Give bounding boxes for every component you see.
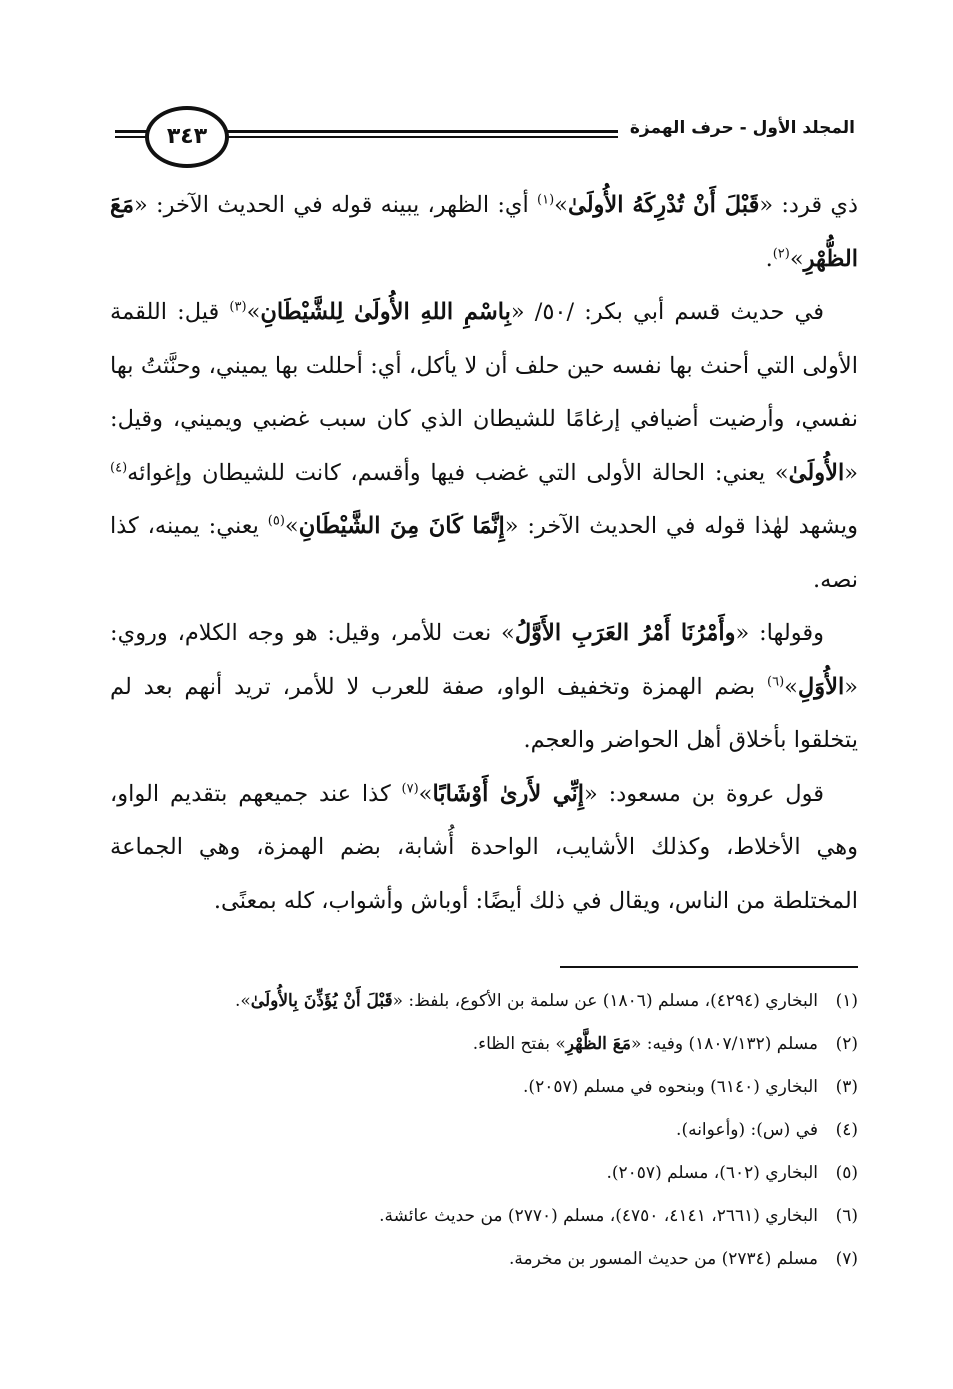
paragraph [110, 768, 858, 929]
quoted-phrase: الأُولَىٰ [788, 459, 845, 486]
paragraph [110, 286, 858, 607]
text-run: البخاري (٦٠٢)، مسلم (٢٠٥٧). [606, 1163, 818, 1183]
quoted-phrase: مَعَ الظَّهْرِ [565, 1034, 631, 1054]
footnote [110, 985, 858, 1017]
footnote-ref: (٤) [110, 460, 128, 475]
text-run: قيل: اللقمة الأولى التي أحنث بها نفسه حين حلف أن لا يأكل، أي: أحللت بها يميني، وحنَّثتُ بها نفسي، وأرضيت أضيافي إرغامًا للشيطان الذي كان سبب غضبي ويميني، وقيل: « [110, 299, 858, 486]
footnote-ref: (٧) [401, 781, 419, 796]
text-run: » [789, 245, 804, 272]
footnote-text [110, 1071, 818, 1103]
text-run: مسلم (٢٧٣٤) من حديث المسور بن مخرمة. [509, 1249, 818, 1269]
main-text [110, 179, 858, 928]
footnote-text [110, 1114, 818, 1146]
text-run: البخاري (٤٢٩٤)، مسلم (١٨٠٦) عن سلمة بن الأكوع، بلفظ: « [392, 991, 818, 1011]
text-run: في (س): (وأعوانه). [676, 1120, 818, 1140]
paragraph [110, 179, 858, 286]
footnote [110, 1114, 858, 1146]
footnote-ref: (٢) [772, 246, 790, 261]
quoted-phrase: قَبْلَ أَنْ تُدْرِكَهُ الأُولَىٰ [567, 192, 760, 218]
running-header [115, 103, 855, 167]
footnote-text [110, 1157, 818, 1189]
text-run: » [246, 299, 261, 325]
text-run: البخاري (٢٦٦١، ٤١٤١، ٤٧٥٠)، مسلم (٢٧٧٠) من حديث عائشة. [379, 1206, 818, 1226]
quoted-phrase: الأُوَلِ [797, 673, 845, 700]
text-run: مسلم (١٨٠٧/١٣٢) وفيه: « [630, 1034, 818, 1054]
footnote-ref: (٥) [267, 513, 285, 529]
text-run: ويشهد لهٰذا قوله في الحديث الآخر: « [504, 513, 858, 539]
text-run: » يعني: الحالة الأولى التي غضب فيها وأقسم، كانت للشيطان وإغوائه [127, 459, 789, 486]
footnote-number: (٤) [835, 1120, 858, 1140]
text-run: البخاري (٦١٤٠) وبنحوه في مسلم (٢٠٥٧). [523, 1077, 818, 1097]
footnote-text [110, 1028, 818, 1060]
footnote-number: (٢) [835, 1034, 858, 1054]
text-run: في حديث قسم أبي بكر: /٥٠/ « [510, 299, 825, 325]
quoted-phrase: مَعَ الظُّهْرِ [110, 192, 858, 272]
footnote-ref: (١) [537, 192, 555, 208]
page-number: ٣٤٣ [145, 106, 229, 168]
footnote [110, 1157, 858, 1189]
footnote [110, 1071, 858, 1103]
text-run: قول عروة بن مسعود: « [584, 780, 824, 807]
footnote-number: (٣) [835, 1077, 858, 1097]
text-run: » نعت للأمر، وقيل: هو وجه الكلام، وروي: « [110, 620, 858, 700]
text-run: وقولها: « [735, 620, 824, 646]
footnote-text [110, 1243, 818, 1275]
quoted-phrase: وأَمْرُنَا أَمْرُ العَرَبِ الأَوَّلُ [514, 620, 736, 646]
text-run: . [765, 245, 773, 272]
text-run: ». [234, 991, 251, 1011]
footnote-number: (١) [835, 991, 858, 1011]
text-run: » [554, 192, 568, 218]
text-run: » بفتح الظاء. [472, 1034, 566, 1054]
text-run: ذي قرد: « [759, 192, 858, 218]
text-run: أي: الظهر، يبينه قوله في الحديث الآخر: « [134, 192, 538, 218]
quoted-phrase: إِنِّي لأَرىٰ أَوْشَابًا [432, 780, 585, 807]
footnote [110, 1028, 858, 1060]
footnotes [110, 985, 858, 1286]
footnote-text [110, 985, 818, 1017]
text-run: بضم الهمزة وتخفيف الواو، صفة للعرب لا للأمر، تريد أنهم بعد لم يتخلقوا بأخلاق أهل الحواضر والعجم. [110, 673, 858, 753]
footnote-text [110, 1200, 818, 1232]
footnote-number: (٧) [835, 1249, 858, 1269]
text-run: يعني: يمينه، كذا نصه. [110, 513, 858, 593]
quoted-phrase: إِنَّمَا كَانَ مِنَ الشَّيْطَانِ [298, 513, 505, 539]
footnote-ref: (٣) [229, 299, 247, 315]
footnote-number: (٥) [835, 1163, 858, 1183]
text-run: كذا عند جميعهم بتقديم الواو، وهي الأخلاط، وكذلك الأشايب، الواحدة أُشابة، بضم الهمزة، وهي الجماعة المختلطة من الناس، ويقال في ذلك أيضًا: أوباش وأشواب، كله بمعنًى. [110, 780, 858, 914]
header-title: المجلد الأول - حرف الهمزة [618, 115, 855, 141]
footnote [110, 1200, 858, 1232]
quoted-phrase: قَبْلَ أَنْ يُؤَذِّنَ بِالأُولَىٰ [250, 991, 393, 1011]
text-run: » [418, 780, 433, 807]
footnote-ref: (٦) [767, 674, 785, 689]
text-run: » [784, 673, 798, 700]
text-run: » [284, 513, 299, 539]
footnote [110, 1243, 858, 1275]
footnote-number: (٦) [835, 1206, 858, 1226]
footnote-separator [560, 966, 858, 968]
quoted-phrase: بِاسْمِ اللهِ الأُولَىٰ لِلشَّيْطَانِ [260, 299, 511, 325]
paragraph [110, 607, 858, 768]
